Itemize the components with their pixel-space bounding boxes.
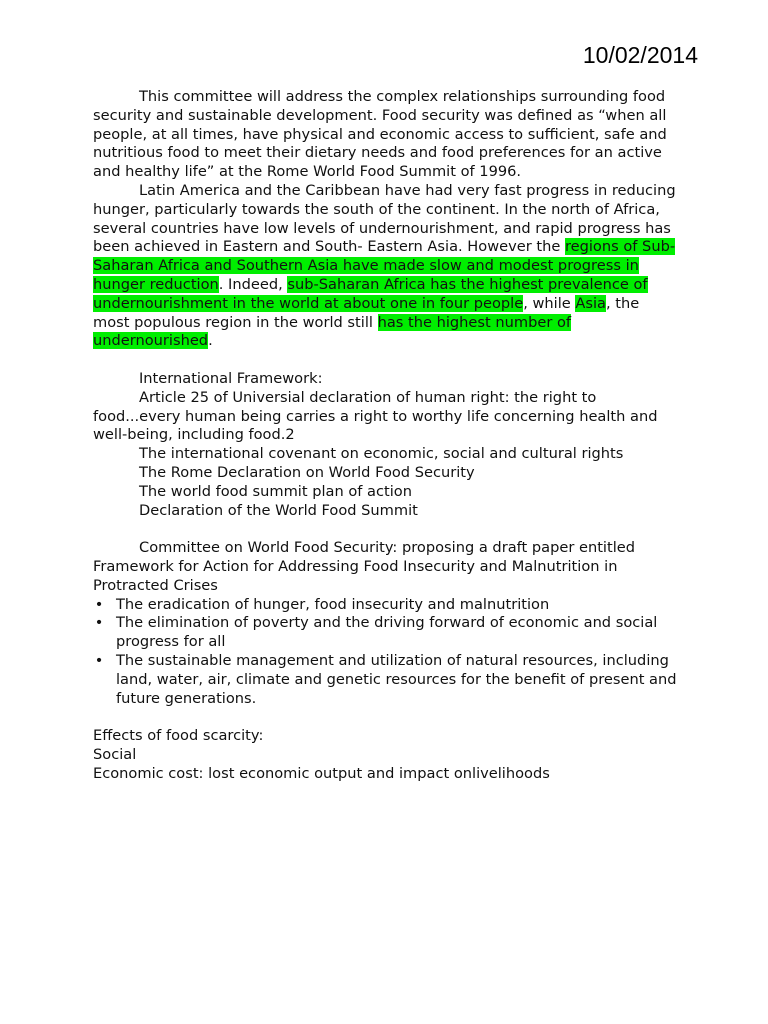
list-item-text: The eradication of hunger, food insecurity and malnutrition xyxy=(116,595,550,613)
highlight-slow-progress: regions of Sub-Saharan Africa and Southern Asia have made slow and modest progress in hunger reduction xyxy=(93,238,676,293)
highlight-highest-number: has the highest number of undernourished xyxy=(93,313,572,350)
spacer xyxy=(93,351,678,370)
effects-social: Social xyxy=(93,745,137,763)
highlight-asia: Asia xyxy=(575,294,606,312)
committee-bullet-list xyxy=(93,596,678,709)
effects-economic: Economic cost: lost economic output and impact onlivelihoods xyxy=(93,764,550,782)
list-item-text: The sustainable management and utilization of natural resources, including land, water, air, climate and genetic resources for the benefit of present and future generations. xyxy=(116,651,677,707)
progress-text-3: , while xyxy=(523,294,576,312)
article-25-paragraph: Article 25 of Universial declaration of human right: the right to food...every human being carries a right to worthy life concerning health and well-being, including food.2 xyxy=(93,388,658,444)
document-body xyxy=(93,88,678,783)
highlight-subsaharan-prevalence: sub-Saharan Africa has the highest prevalence of undernourishment in the world at about one in four people xyxy=(93,275,648,312)
progress-text-2: . Indeed, xyxy=(218,275,288,293)
list-item xyxy=(93,614,678,652)
framework-item: The international covenant on economic, social and cultural rights xyxy=(139,445,624,463)
list-item-text: The elimination of poverty and the driving forward of economic and social progress for all xyxy=(116,614,658,651)
list-item xyxy=(93,596,678,615)
framework-item: The Rome Declaration on World Food Security xyxy=(139,463,475,481)
spacer xyxy=(93,520,678,539)
bullet-icon: • xyxy=(94,595,104,613)
effects-heading: Effects of food scarcity: xyxy=(93,727,264,745)
framework-item: The world food summit plan of action xyxy=(139,482,412,500)
progress-text-4: , the most populous region in the world still xyxy=(93,294,640,331)
bullet-icon: • xyxy=(94,651,104,669)
progress-text-1: Latin America and the Caribbean have had very fast progress in reducing hunger, particularly towards the south of the continent. In the north of Africa, several countries have low levels of undernourishment, and rapid progress has been achieved in Eastern and South- Eastern Asia. However the xyxy=(93,181,676,256)
list-item xyxy=(93,652,678,708)
committee-paragraph: Committee on World Food Security: proposing a draft paper entitled Framework for Action for Addressing Food Insecurity and Malnutrition in Protracted Crises xyxy=(93,539,635,594)
progress-text-5: . xyxy=(208,332,213,350)
progress-paragraph xyxy=(93,182,678,351)
document-date: 10/02/2014 xyxy=(582,42,698,68)
spacer xyxy=(93,708,678,727)
bullet-icon: • xyxy=(94,614,104,632)
framework-heading: International Framework: xyxy=(139,369,323,387)
intro-paragraph: This committee will address the complex relationships surrounding food security and sustainable development. Food security was defined as “when all people, at all times, have physical and economic access to sufficient, safe and nutritious food to meet their dietary needs and food preferences for an active and healthy life” at the Rome World Food Summit of 1996. xyxy=(93,88,667,181)
framework-item: Declaration of the World Food Summit xyxy=(139,501,418,519)
